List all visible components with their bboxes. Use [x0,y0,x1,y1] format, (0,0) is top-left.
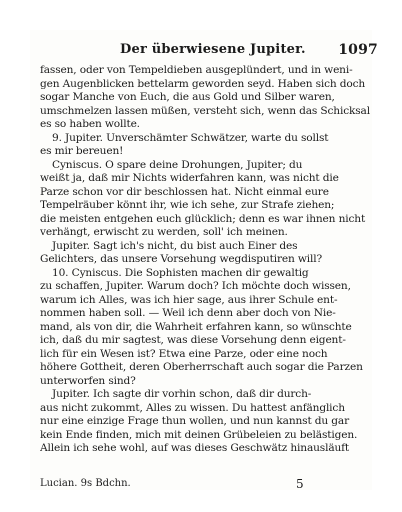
text-line: 9. Jupiter. Unverschämter Schwätzer, warte du sollst [52,131,329,144]
text-line: verhängt, erwischt zu werden, soll' ich meinen. [40,226,288,238]
text-line: nommen haben soll. — Weil ich denn aber doch von Nie- [40,307,336,319]
text-line: Tempelräuber könnt ihr, wie ich sehe, zur Strafe ziehen; [40,199,335,211]
text-line: höhere Gottheit, deren Oberherrschaft auch sogar die Parzen [40,361,363,373]
text-line: 10. Cyniscus. Die Sophisten machen dir gewaltig [52,266,309,279]
text-line: umschmelzen lassen müßen, versteht sich, wenn das Schicksal [40,104,370,117]
book-page [30,30,378,491]
text-line: mand, als von dir, die Wahrheit erfahren kann, so wünschte [40,320,352,333]
page-footer [40,478,372,492]
text-line: aus nicht zukommt, Alles zu wissen. Du hattest anfänglich [40,401,345,414]
text-line: gen Augenblicken bettelarm geworden seyd. Haben sich doch [40,77,366,90]
header-title: Der überwiesene Jupiter. [120,42,306,57]
page-body-text [40,64,376,456]
text-line: zu schaffen, Jupiter. Warum doch? Ich möchte doch wissen, [40,280,351,292]
text-line: weißt ja, daß mir Nichts widerfahren kann, was nicht die [40,172,339,184]
sheet-number: 5 [296,477,304,491]
text-line: Cyniscus. O spare deine Drohungen, Jupiter; du [52,158,303,171]
text-line: warum ich Alles, was ich hier sage, aus ihrer Schule ent- [40,293,338,306]
text-line: Gelichters, das unsere Vorsehung wegdisputiren will? [40,253,323,265]
page-number: 1097 [338,42,378,58]
text-line: es mir bereuen! [40,145,124,157]
text-line: fassen, oder von Tempeldieben ausgeplündert, und in weni- [40,64,353,76]
text-line: Jupiter. Ich sagte dir vorhin schon, daß dir durch- [52,388,312,400]
text-line: sogar Manche von Euch, die aus Gold und Silber waren, [40,91,335,103]
text-line: kein Ende finden, mich mit deinen Grübeleien zu belästigen. [40,428,358,441]
printer-signature: Lucian. 9s Bdchn. [40,478,131,489]
text-line: Jupiter. Sagt ich's nicht, du bist auch Einer des [52,239,298,252]
text-line: Parze schon vor dir beschlossen hat. Nicht einmal eure [40,185,329,198]
text-line: ich, daß du mir sagtest, was diese Vorsehung denn eigent- [40,334,346,346]
text-line: Allein ich sehe wohl, auf was dieses Geschwätz hinausläuft [40,442,350,454]
text-line: die meisten entgehen euch glücklich; denn es war ihnen nicht [40,212,366,225]
running-header [120,42,378,60]
text-line: unterworfen sind? [40,374,136,387]
text-line: es so haben wollte. [40,118,140,130]
text-line: nur eine einzige Frage thun wollen, und nun kannst du gar [40,415,350,427]
text-line: lich für ein Wesen ist? Etwa eine Parze, oder eine noch [40,347,328,360]
